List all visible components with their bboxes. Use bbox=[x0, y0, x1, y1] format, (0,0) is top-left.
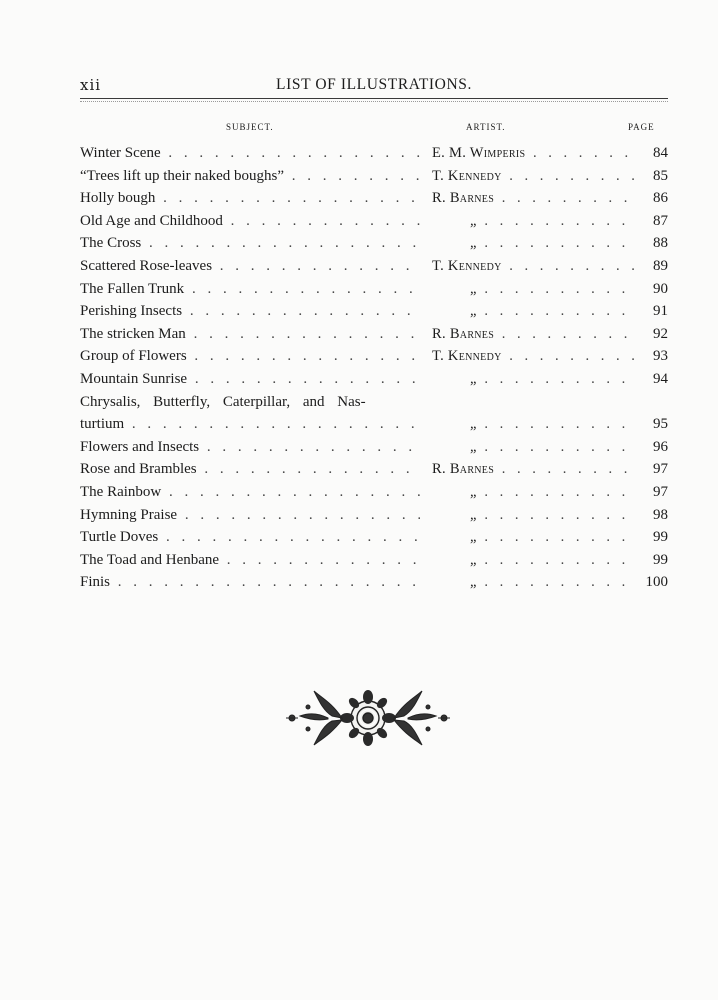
illustrations-list bbox=[80, 142, 668, 594]
subject: Holly bough . . . bbox=[80, 187, 420, 209]
artist-ditto: „ . . . bbox=[432, 300, 637, 322]
floral-tailpiece-icon bbox=[282, 683, 454, 753]
header-rule bbox=[80, 98, 668, 99]
list-item bbox=[80, 391, 668, 414]
list-item bbox=[80, 300, 668, 323]
page-ref: 98 bbox=[653, 506, 668, 523]
page-ref: 100 bbox=[645, 574, 668, 591]
list-item bbox=[80, 481, 668, 504]
subject: Old Age and Childhood . . . bbox=[80, 210, 420, 232]
artist-ditto: „ . . . bbox=[432, 278, 637, 300]
artist-ditto: „ . . . bbox=[432, 436, 637, 458]
subject: Finis . . . bbox=[80, 571, 420, 593]
list-item bbox=[80, 255, 668, 278]
subject: Group of Flowers . . . bbox=[80, 345, 420, 367]
list-item bbox=[80, 323, 668, 346]
artist: E. M. Wimperis . . . bbox=[432, 142, 637, 164]
page-ref: 86 bbox=[653, 190, 668, 207]
artist-ditto: „ . . . bbox=[432, 368, 637, 390]
column-header-page: PAGE bbox=[628, 122, 655, 132]
subject: Winter Scene . . . bbox=[80, 142, 420, 164]
subject: The Fallen Trunk . . . bbox=[80, 278, 420, 300]
list-item bbox=[80, 278, 668, 301]
page-ref: 99 bbox=[653, 529, 668, 546]
page-ref: 97 bbox=[653, 461, 668, 478]
subject: Chrysalis, Butterfly, Caterpillar, and Nas- bbox=[80, 393, 366, 410]
page-ref: 96 bbox=[653, 438, 668, 455]
page-ref: 92 bbox=[653, 325, 668, 342]
subject: “Trees lift up their naked boughs” . . . bbox=[80, 165, 420, 187]
page-ref: 95 bbox=[653, 416, 668, 433]
artist-ditto: „ . . . bbox=[432, 504, 637, 526]
subject: The Rainbow . . . bbox=[80, 481, 420, 503]
page-ref: 94 bbox=[653, 370, 668, 387]
running-head bbox=[80, 76, 668, 98]
page-ref: 97 bbox=[653, 483, 668, 500]
artist-ditto: „ . . . bbox=[432, 481, 637, 503]
page-ref: 91 bbox=[653, 303, 668, 320]
page-ref: 87 bbox=[653, 212, 668, 229]
page-ref: 85 bbox=[653, 167, 668, 184]
list-item bbox=[80, 436, 668, 459]
artist-ditto: „ . . . bbox=[432, 413, 637, 435]
list-item bbox=[80, 413, 668, 436]
artist-ditto: „ . . . bbox=[432, 549, 637, 571]
subject: Mountain Sunrise . . . bbox=[80, 368, 420, 390]
list-item bbox=[80, 571, 668, 594]
list-item bbox=[80, 187, 668, 210]
list-item bbox=[80, 458, 668, 481]
artist: R. Barnes . . . bbox=[432, 323, 637, 345]
subject: turtium . . . bbox=[80, 413, 420, 435]
column-header-subject: SUBJECT. bbox=[226, 122, 274, 132]
artist: T. Kennedy . . . bbox=[432, 345, 637, 367]
list-item bbox=[80, 142, 668, 165]
subject: Perishing Insects . . . bbox=[80, 300, 420, 322]
page-ref: 89 bbox=[653, 257, 668, 274]
list-item bbox=[80, 345, 668, 368]
column-header-artist: ARTIST. bbox=[466, 122, 506, 132]
artist: T. Kennedy . . . bbox=[432, 165, 637, 187]
list-item bbox=[80, 210, 668, 233]
list-item bbox=[80, 165, 668, 188]
page-number: xii bbox=[80, 76, 102, 94]
subject: Hymning Praise . . . bbox=[80, 504, 420, 526]
list-item bbox=[80, 232, 668, 255]
artist-ditto: „ . . . bbox=[432, 210, 637, 232]
subject: The Toad and Henbane . . . bbox=[80, 549, 420, 571]
page-ref: 90 bbox=[653, 280, 668, 297]
artist: R. Barnes . . . bbox=[432, 458, 637, 480]
artist-ditto: „ . . . bbox=[432, 232, 637, 254]
subject: Flowers and Insects . . . bbox=[80, 436, 420, 458]
subject: The stricken Man . . . bbox=[80, 323, 420, 345]
list-item bbox=[80, 549, 668, 572]
header-rule-dotted bbox=[80, 101, 668, 102]
page-title: LIST OF ILLUSTRATIONS. bbox=[276, 76, 472, 93]
artist-ditto: „ . . . bbox=[432, 526, 637, 548]
list-item bbox=[80, 368, 668, 391]
subject: The Cross . . . bbox=[80, 232, 420, 254]
subject: Scattered Rose-leaves . . . bbox=[80, 255, 420, 277]
artist: R. Barnes . . . bbox=[432, 187, 637, 209]
artist bbox=[432, 391, 637, 413]
page-ref: 93 bbox=[653, 348, 668, 365]
page-ref: 99 bbox=[653, 551, 668, 568]
page-ref: 88 bbox=[653, 235, 668, 252]
artist: T. Kennedy . . . bbox=[432, 255, 637, 277]
list-item bbox=[80, 504, 668, 527]
list-item bbox=[80, 526, 668, 549]
subject: Turtle Doves . . . bbox=[80, 526, 420, 548]
artist-ditto: „ . . . bbox=[432, 571, 637, 593]
page-ref: 84 bbox=[653, 145, 668, 161]
subject: Rose and Brambles . . . bbox=[80, 458, 420, 480]
